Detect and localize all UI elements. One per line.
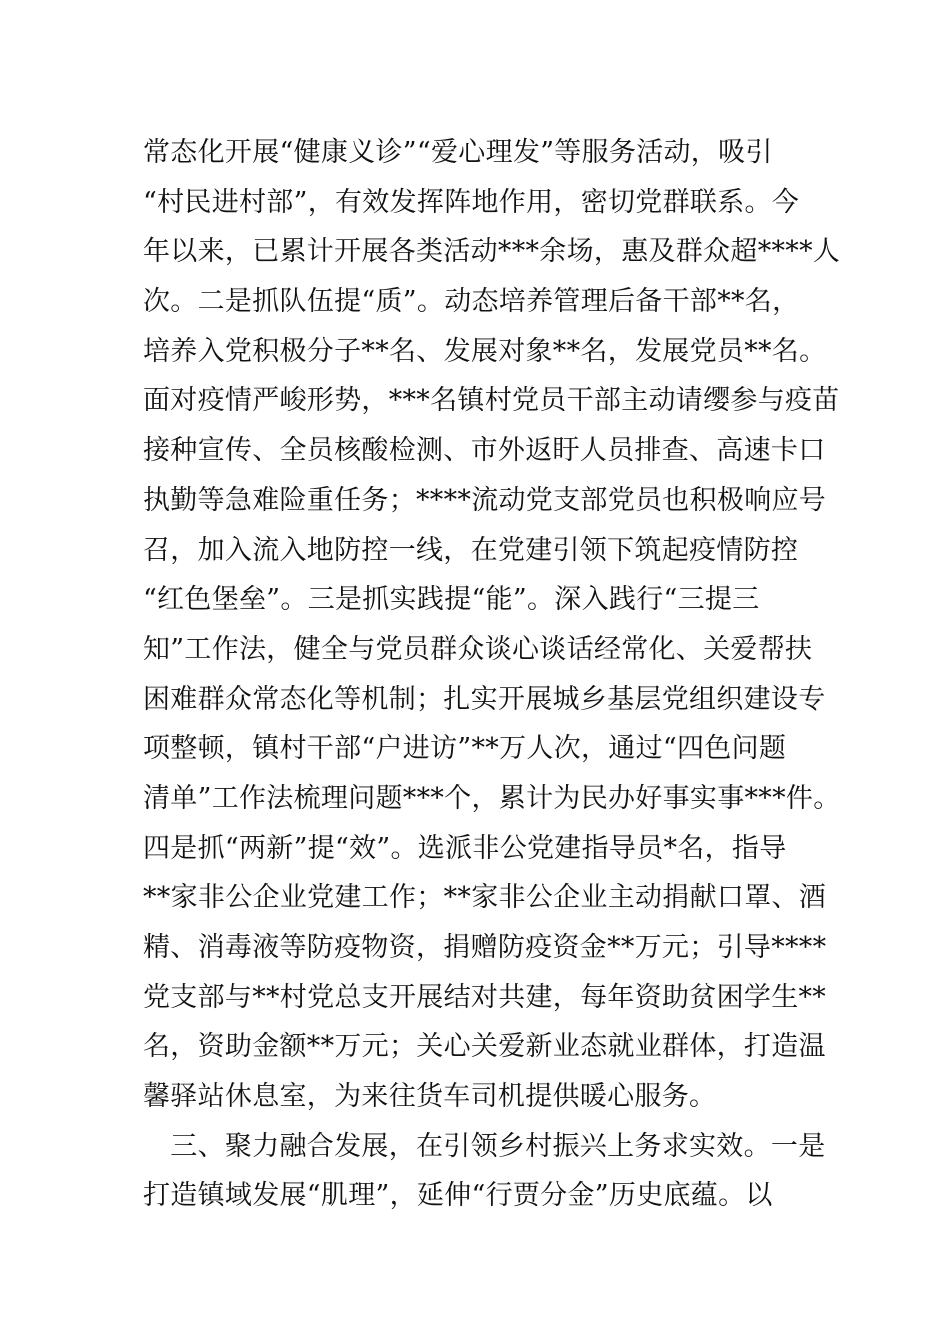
text-line: 四是抓“两新”提“效”。选派非公党建指导员*名，指导 — [143, 832, 787, 864]
text-line: 精、消毒液等防疫物资，捐赠防疫资金**万元；引导**** — [143, 932, 827, 963]
text-line: “村民进村部”，有效发挥阵地作用，密切党群联系。今 — [143, 186, 800, 218]
text-line: 项整顿，镇村干部“户进访”**万人次，通过“四色问题 — [143, 733, 787, 765]
text-line: 培养入党积极分子**名、发展对象**名，发展党员**名。 — [143, 335, 827, 367]
text-line: 党支部与**村党总支开展结对共建，每年资助贫困学生** — [143, 981, 827, 1013]
text-line: 执勤等急难险重任务；****流动党支部党员也积极响应号 — [143, 484, 827, 516]
text-line: 困难群众常态化等机制；扎实开展城乡基层党组织建设专 — [143, 683, 826, 715]
text-line: 清单”工作法梳理问题***个，累计为民办好事实事***件。 — [143, 782, 841, 814]
paragraph-heading-line: 三、聚力融合发展，在引领乡村振兴上务求实效。一是 — [143, 1130, 826, 1162]
text-line: 召，加入流入地防控一线，在党建引领下筑起疫情防控 — [143, 534, 799, 566]
body-text — [143, 128, 841, 1221]
text-line: 常态化开展“健康义诊”“爱心理发”等服务活动，吸引 — [143, 137, 773, 168]
text-line: 知”工作法，健全与党员群众谈心谈话经常化、关爱帮扶 — [143, 633, 813, 665]
text-line: 馨驿站休息室，为来往货车司机提供暖心服务。 — [143, 1081, 717, 1113]
text-line: 名，资助金额**万元；关心关爱新业态就业群体，打造温 — [143, 1031, 826, 1063]
text-line: 接种宣传、全员核酸检测、市外返盱人员排查、高速卡口 — [143, 435, 826, 467]
text-line: **家非公企业党建工作；**家非公企业主动捐献口罩、酒 — [143, 882, 827, 914]
text-line: 次。二是抓队伍提“质”。动态培养管理后备干部**名， — [143, 286, 800, 318]
text-line: “红色堡垒”。三是抓实践提“能”。深入践行“三提三 — [143, 584, 760, 616]
text-line: 面对疫情严峻形势，***名镇村党员干部主动请缨参与疫苗 — [143, 385, 840, 417]
text-line: 年以来，已累计开展各类活动***余场，惠及群众超****人 — [143, 236, 841, 268]
text-line: 打造镇域发展“肌理”，延伸“行贾分金”历史底蕴。以 — [143, 1180, 773, 1212]
